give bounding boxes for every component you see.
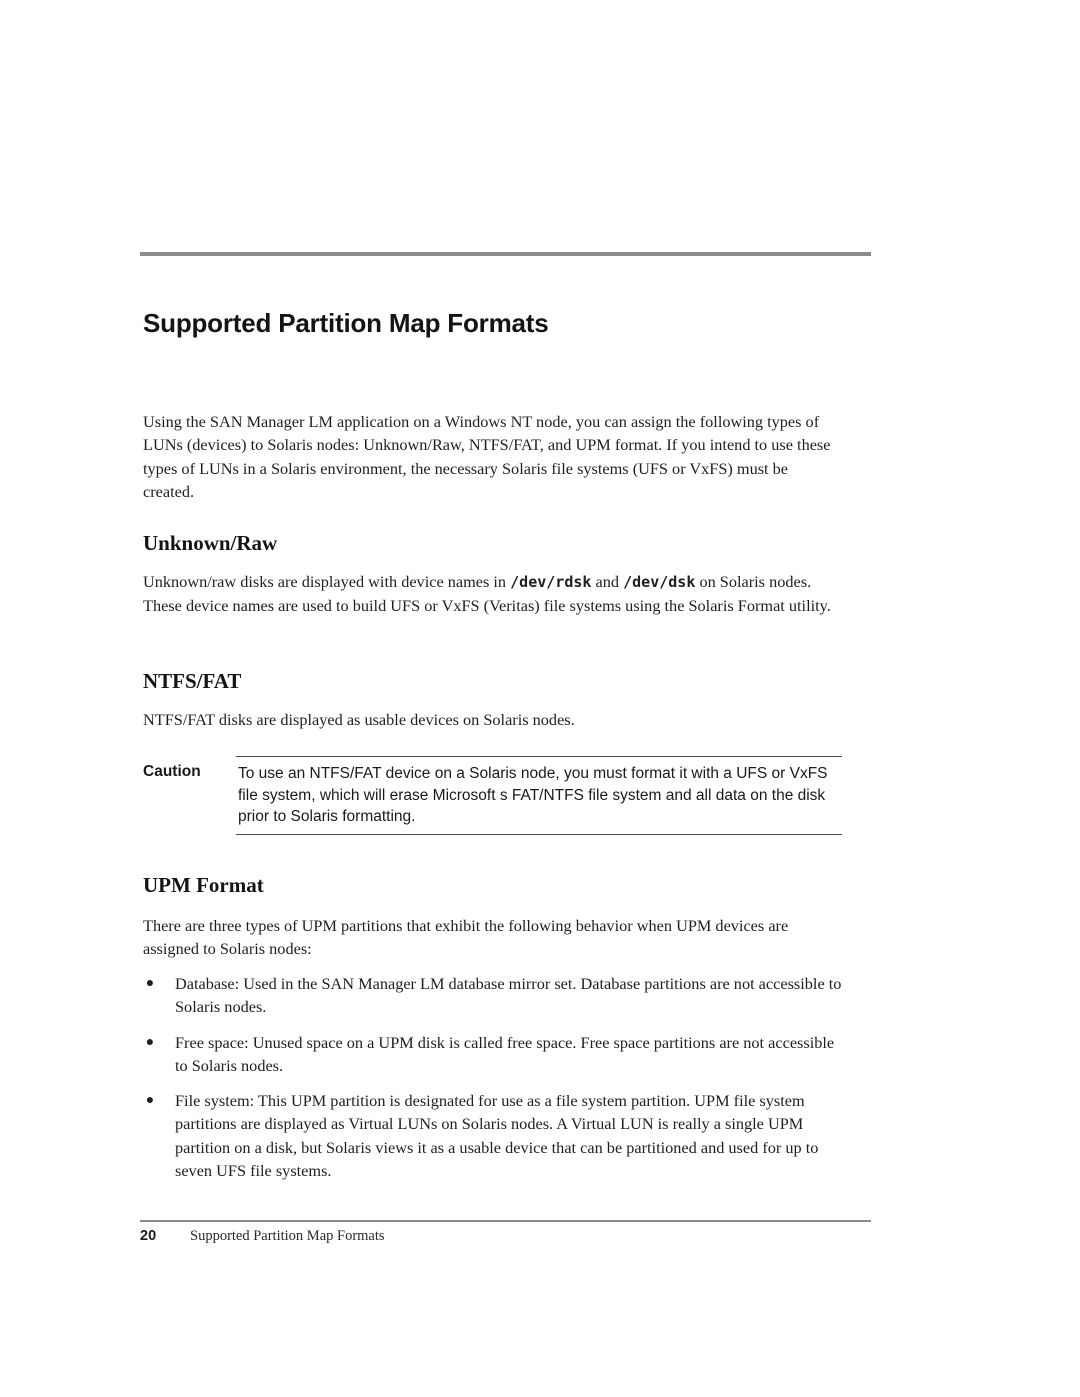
page-title: Supported Partition Map Formats <box>143 308 549 338</box>
intro-paragraph: Using the SAN Manager LM application on a Windows NT node, you can assign the following types of LUNs (devices) to Solaris nodes: Unknown/Raw, NTFS/FAT, and UPM format. If you intend to use these types of LUNs in a Solaris environment, the necessary Solaris file systems (UFS or VxFS) must be created. <box>143 412 831 501</box>
caution-text: To use an NTFS/FAT device on a Solaris node, you must format it with a UFS or VxFS file system, which will erase Microsoft s FAT/NTFS file system and all data on the disk prior to Solaris formatting. <box>238 765 828 825</box>
footer-section-title: Supported Partition Map Formats <box>190 1228 385 1244</box>
top-rule <box>140 252 871 256</box>
upm-partition-list <box>143 972 843 1194</box>
caution-label: Caution <box>143 763 201 780</box>
bullet-icon: ● <box>145 1034 155 1050</box>
list-item: ● Free space: Unused space on a UPM disk is called free space. Free space partitions are not accessible to Solaris nodes. <box>143 1031 843 1078</box>
page-number: 20 <box>140 1228 157 1244</box>
unknown-raw-paragraph: Unknown/raw disks are displayed with device names in /dev/rdsk and /dev/dsk on Solaris nodes. These device names are used to build UFS or VxFS (Veritas) file systems using the Solaris Format utility. <box>143 572 831 616</box>
footer-rule <box>140 1220 871 1222</box>
bullet-icon: ● <box>145 976 155 991</box>
section-heading-upm-format: UPM Format <box>143 873 264 897</box>
upm-format-paragraph: There are three types of UPM partitions that exhibit the following behavior when UPM devices are assigned to Solaris nodes: <box>143 916 789 959</box>
section-heading-ntfs-fat: NTFS/FAT <box>143 669 242 693</box>
caution-top-rule <box>236 756 842 757</box>
caution-bottom-rule <box>236 834 842 835</box>
dev-dsk-path: /dev/dsk <box>623 573 696 591</box>
bullet-icon: ● <box>145 1093 155 1109</box>
list-item: ● Database: Used in the SAN Manager LM database mirror set. Database partitions are not accessible to Solaris nodes. <box>143 972 843 1019</box>
section-heading-unknown-raw: Unknown/Raw <box>143 531 278 555</box>
ntfs-fat-paragraph: NTFS/FAT disks are displayed as usable devices on Solaris nodes. <box>143 710 575 729</box>
list-item: ● File system: This UPM partition is designated for use as a file system partition. UPM file system partitions are displayed as Virtual LUNs on Solaris nodes. A Virtual LUN is really a single UPM partition on a disk, but Solaris views it as a usable device that can be partitioned and used for up to seven UFS file systems. <box>143 1089 843 1182</box>
dev-rdsk-path: /dev/rdsk <box>510 573 592 591</box>
